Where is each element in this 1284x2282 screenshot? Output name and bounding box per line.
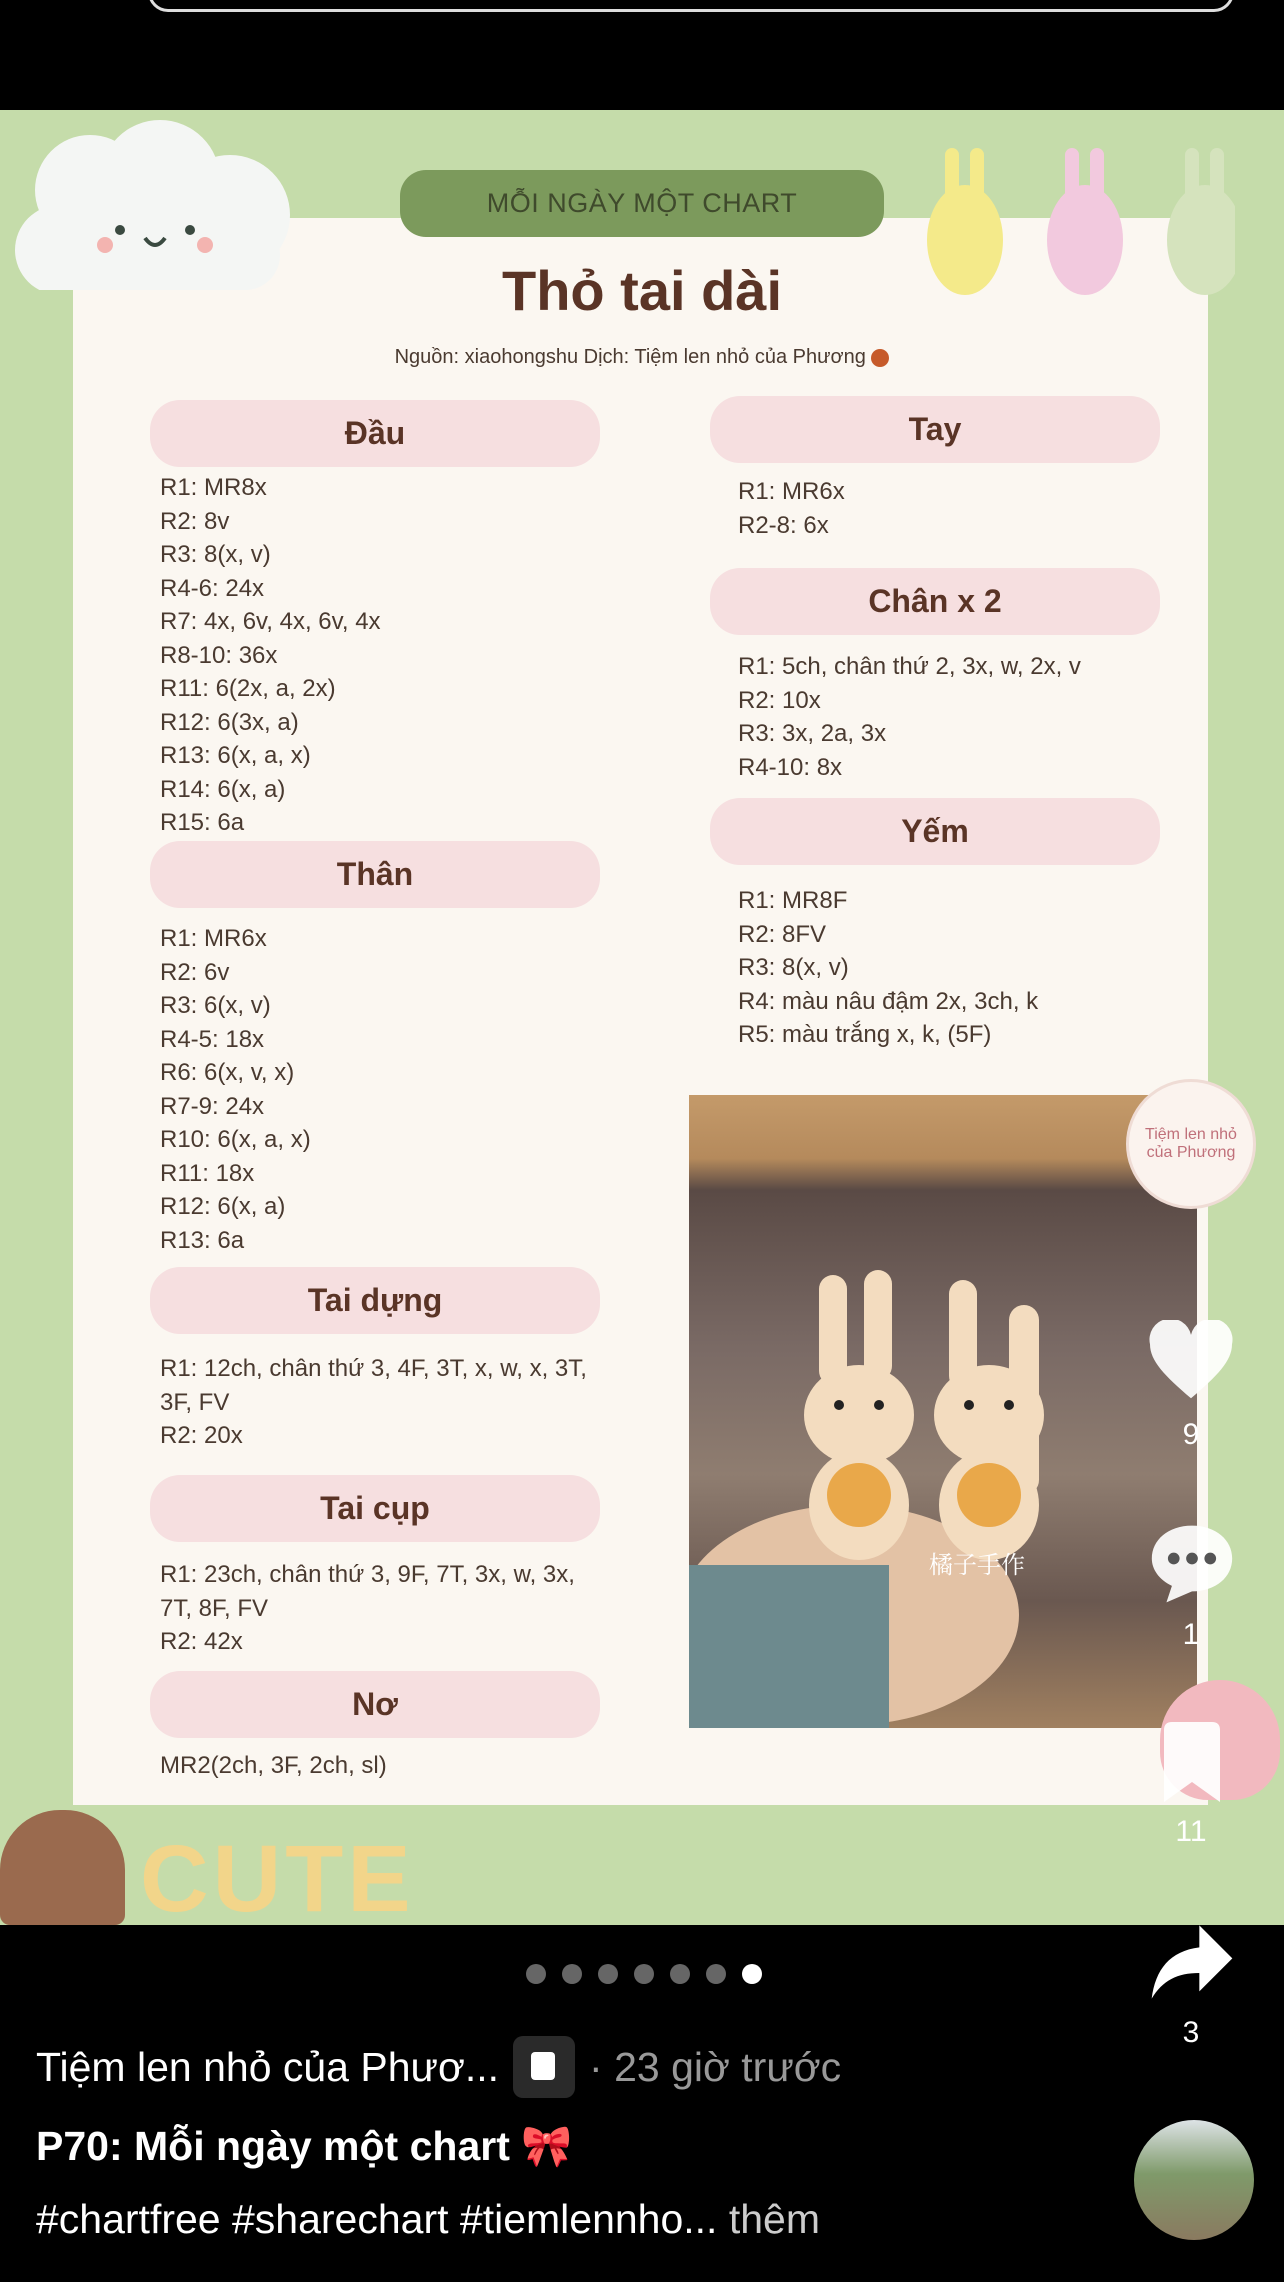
row: R13: 6a	[160, 1226, 245, 1254]
section-title-than: Thân	[150, 841, 600, 908]
more-link[interactable]: thêm	[728, 2196, 821, 2242]
row: R1: MR6x	[160, 925, 267, 952]
photo-watermark: 橘子手作	[929, 1552, 1025, 1579]
row: R4-6: 24x	[160, 574, 265, 602]
post-time: · 23 giờ trước	[589, 2043, 842, 2090]
source-text: Nguồn: xiaohongshu Dịch: Tiệm len nhỏ của Phương	[394, 346, 866, 368]
carousel-badge-icon	[513, 2036, 575, 2098]
row: R2: 10x	[738, 686, 821, 714]
section-title-dau: Đầu	[150, 400, 600, 467]
row: R1: 12ch, chân thứ 3, 4F, 3T, x, w, x, 3T,	[160, 1355, 587, 1382]
row: R3: 3x, 2a, 3x	[738, 720, 887, 747]
bunny-photo	[689, 1095, 1197, 1728]
creator-logo[interactable]	[1126, 1079, 1256, 1209]
row: R7-9: 24x	[160, 1092, 265, 1120]
logo-text: Tiệm len nhỏ của Phương	[1145, 1126, 1237, 1161]
row: 7T, 8F, FV	[160, 1594, 269, 1622]
row: R1: MR8x	[160, 474, 267, 501]
rows-tai-dung	[160, 1352, 620, 1453]
pattern-title: Thỏ tai dài	[502, 259, 782, 322]
row: R3: 8(x, v)	[738, 954, 849, 981]
hashtags-row	[36, 2196, 820, 2243]
row: R11: 18x	[160, 1159, 255, 1187]
hashtags[interactable]: #chartfree #sharechart #tiemlennho...	[36, 2196, 718, 2242]
section-title-chan: Chân x 2	[710, 568, 1160, 635]
bear-sticker	[0, 1810, 125, 1925]
row: R1: MR6x	[738, 478, 845, 505]
share-count: 3	[1182, 2016, 1200, 2049]
section-title-yem: Yếm	[710, 798, 1160, 865]
row: R2: 6v	[160, 958, 230, 986]
row: R2: 8FV	[738, 920, 827, 948]
rows-than	[160, 922, 620, 1257]
carousel-dot[interactable]	[634, 1964, 654, 1984]
section-title-tai-dung: Tai dựng	[150, 1267, 600, 1334]
carousel-dot-active[interactable]	[742, 1964, 762, 1984]
share-icon[interactable]	[1148, 1918, 1236, 2006]
row: R4: màu nâu đậm 2x, 3ch, k	[738, 987, 1039, 1015]
username[interactable]: Tiệm len nhỏ của Phươ...	[36, 2043, 500, 2090]
rows-no	[160, 1749, 620, 1783]
carousel-dot[interactable]	[598, 1964, 618, 1984]
row: R12: 6(x, a)	[160, 1193, 286, 1220]
row: R3: 6(x, v)	[160, 992, 271, 1019]
row: R2-8: 6x	[738, 511, 829, 539]
crochet-bunnies-illustration	[689, 1095, 1197, 1728]
row: R1: MR8F	[738, 887, 848, 914]
author-avatar[interactable]	[1134, 2120, 1254, 2240]
row: R3: 8(x, v)	[160, 541, 271, 568]
row: R15: 6a	[160, 809, 245, 836]
row: R13: 6(x, a, x)	[160, 742, 311, 769]
row: R4-10: 8x	[738, 753, 843, 781]
section-title-tai-cup: Tai cụp	[150, 1475, 600, 1542]
cute-sticker: CUTE	[140, 1826, 415, 1932]
rows-dau	[160, 471, 620, 840]
rows-chan	[738, 650, 1198, 784]
row: R6: 6(x, v, x)	[160, 1059, 295, 1086]
row: 3F, FV	[160, 1388, 230, 1416]
row: R7: 4x, 6v, 4x, 6v, 4x	[160, 608, 381, 635]
row: R1: 5ch, chân thứ 2, 3x, w, 2x, v	[738, 653, 1081, 680]
save-count: 11	[1175, 1815, 1207, 1848]
row: R4-5: 18x	[160, 1025, 265, 1053]
row: R5: màu trắng x, k, (5F)	[738, 1021, 992, 1048]
row: R12: 6(3x, a)	[160, 708, 299, 736]
section-title-no: Nơ	[150, 1671, 600, 1738]
caption: P70: Mỗi ngày một chart 🎀	[36, 2123, 573, 2169]
heart-icon[interactable]	[1146, 1320, 1236, 1402]
comment-count: 1	[1182, 1618, 1200, 1651]
section-title-tay: Tay	[710, 396, 1160, 463]
comment-icon[interactable]	[1148, 1522, 1236, 1606]
rows-tai-cup	[160, 1558, 620, 1659]
source-credit	[0, 346, 1284, 369]
like-count: 9	[1182, 1418, 1200, 1451]
carousel-dot[interactable]	[670, 1964, 690, 1984]
row: R2: 8v	[160, 507, 230, 535]
rows-tay	[738, 475, 1198, 542]
row: R11: 6(2x, a, 2x)	[160, 675, 336, 702]
row: R8-10: 36x	[160, 641, 278, 669]
row: R14: 6(x, a)	[160, 775, 286, 803]
carousel-dot[interactable]	[706, 1964, 726, 1984]
author-row	[36, 2036, 841, 2098]
row: R2: 20x	[160, 1422, 243, 1449]
row: MR2(2ch, 3F, 2ch, sl)	[160, 1752, 387, 1779]
carousel-dot[interactable]	[562, 1964, 582, 1984]
carousel-indicator[interactable]	[526, 1964, 762, 1984]
rows-yem	[738, 884, 1198, 1052]
row: R1: 23ch, chân thứ 3, 9F, 7T, 3x, w, 3x,	[160, 1561, 575, 1588]
bookmark-icon[interactable]	[1160, 1722, 1224, 1802]
carousel-dot[interactable]	[526, 1964, 546, 1984]
yarn-ball-icon	[871, 349, 889, 367]
header-pill: MỖI NGÀY MỘT CHART	[400, 170, 884, 237]
row: R10: 6(x, a, x)	[160, 1126, 311, 1153]
search-bar[interactable]	[148, 0, 1234, 12]
row: R2: 42x	[160, 1628, 243, 1655]
